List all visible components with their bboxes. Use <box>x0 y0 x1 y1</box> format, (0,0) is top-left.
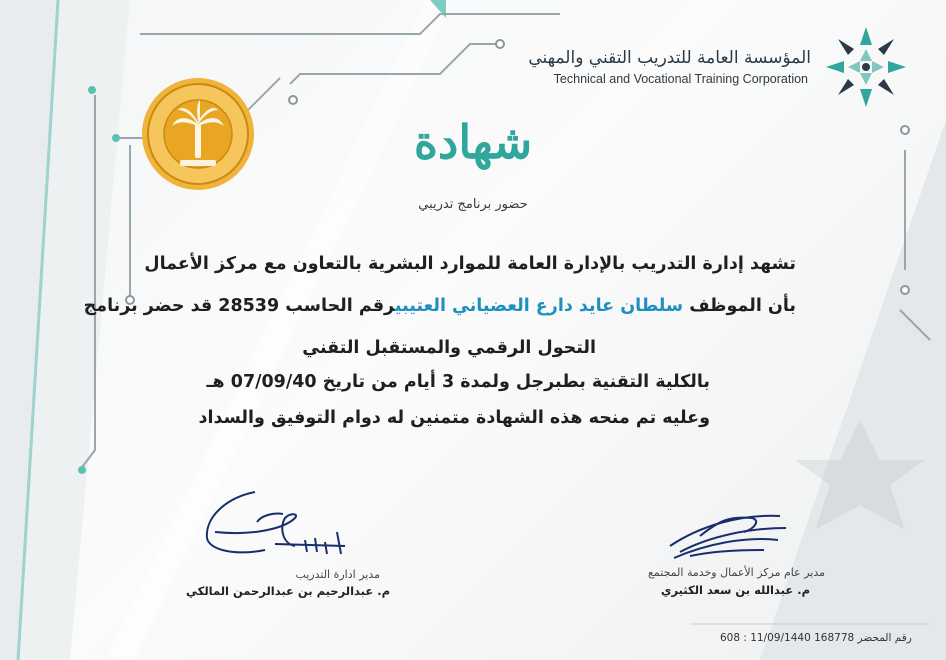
left-signature-icon <box>195 488 365 568</box>
reference-label: رقم المحضر <box>857 632 912 644</box>
left-signatory-name: م. عبدالرحيم بن عبدالرحمن المالكي <box>186 584 390 598</box>
body-line-2 <box>84 296 796 316</box>
employee-name: سلطان عايد دارع العضياني العتيبي <box>394 296 684 316</box>
org-name-arabic: المؤسسة العامة للتدريب التقني والمهني <box>528 48 811 68</box>
right-signatory-name: م. عبدالله بن سعد الكثيري <box>660 583 810 597</box>
org-name-english: Technical and Vocational Training Corporation <box>553 72 808 86</box>
left-signatory-title: مدير ادارة التدريب <box>295 568 380 581</box>
body-line-4: بالكلية التقنية بطبرجل ولمدة 3 أيام من تاريخ 07/09/40 هـ <box>206 372 710 392</box>
body-line-2-prefix: بأن الموظف <box>689 296 796 316</box>
body-line-1: تشهد إدارة التدريب بالإدارة العامة للموارد البشرية بالتعاون مع مركز الأعمال <box>144 254 796 274</box>
reference-value: 608 : 11/09/1440 168778 <box>720 632 855 644</box>
reference-number <box>720 632 940 644</box>
body-line-5: وعليه تم منحه هذه الشهادة متمنين له دوام التوفيق والسداد <box>198 408 710 428</box>
certificate-subtitle: حضور برنامج تدريبي <box>418 197 528 212</box>
certificate-title: شهادة <box>413 115 533 169</box>
tvtc-logo-icon <box>826 24 906 110</box>
right-signature-icon <box>660 506 800 566</box>
right-signatory-title: مدير عام مركز الأعمال وخدمة المجتمع <box>648 566 825 579</box>
program-name: التحول الرقمي والمستقبل التقني <box>302 338 596 358</box>
body-line-2-suffix: رقم الحاسب 28539 قد حضر برنامج <box>83 296 395 316</box>
